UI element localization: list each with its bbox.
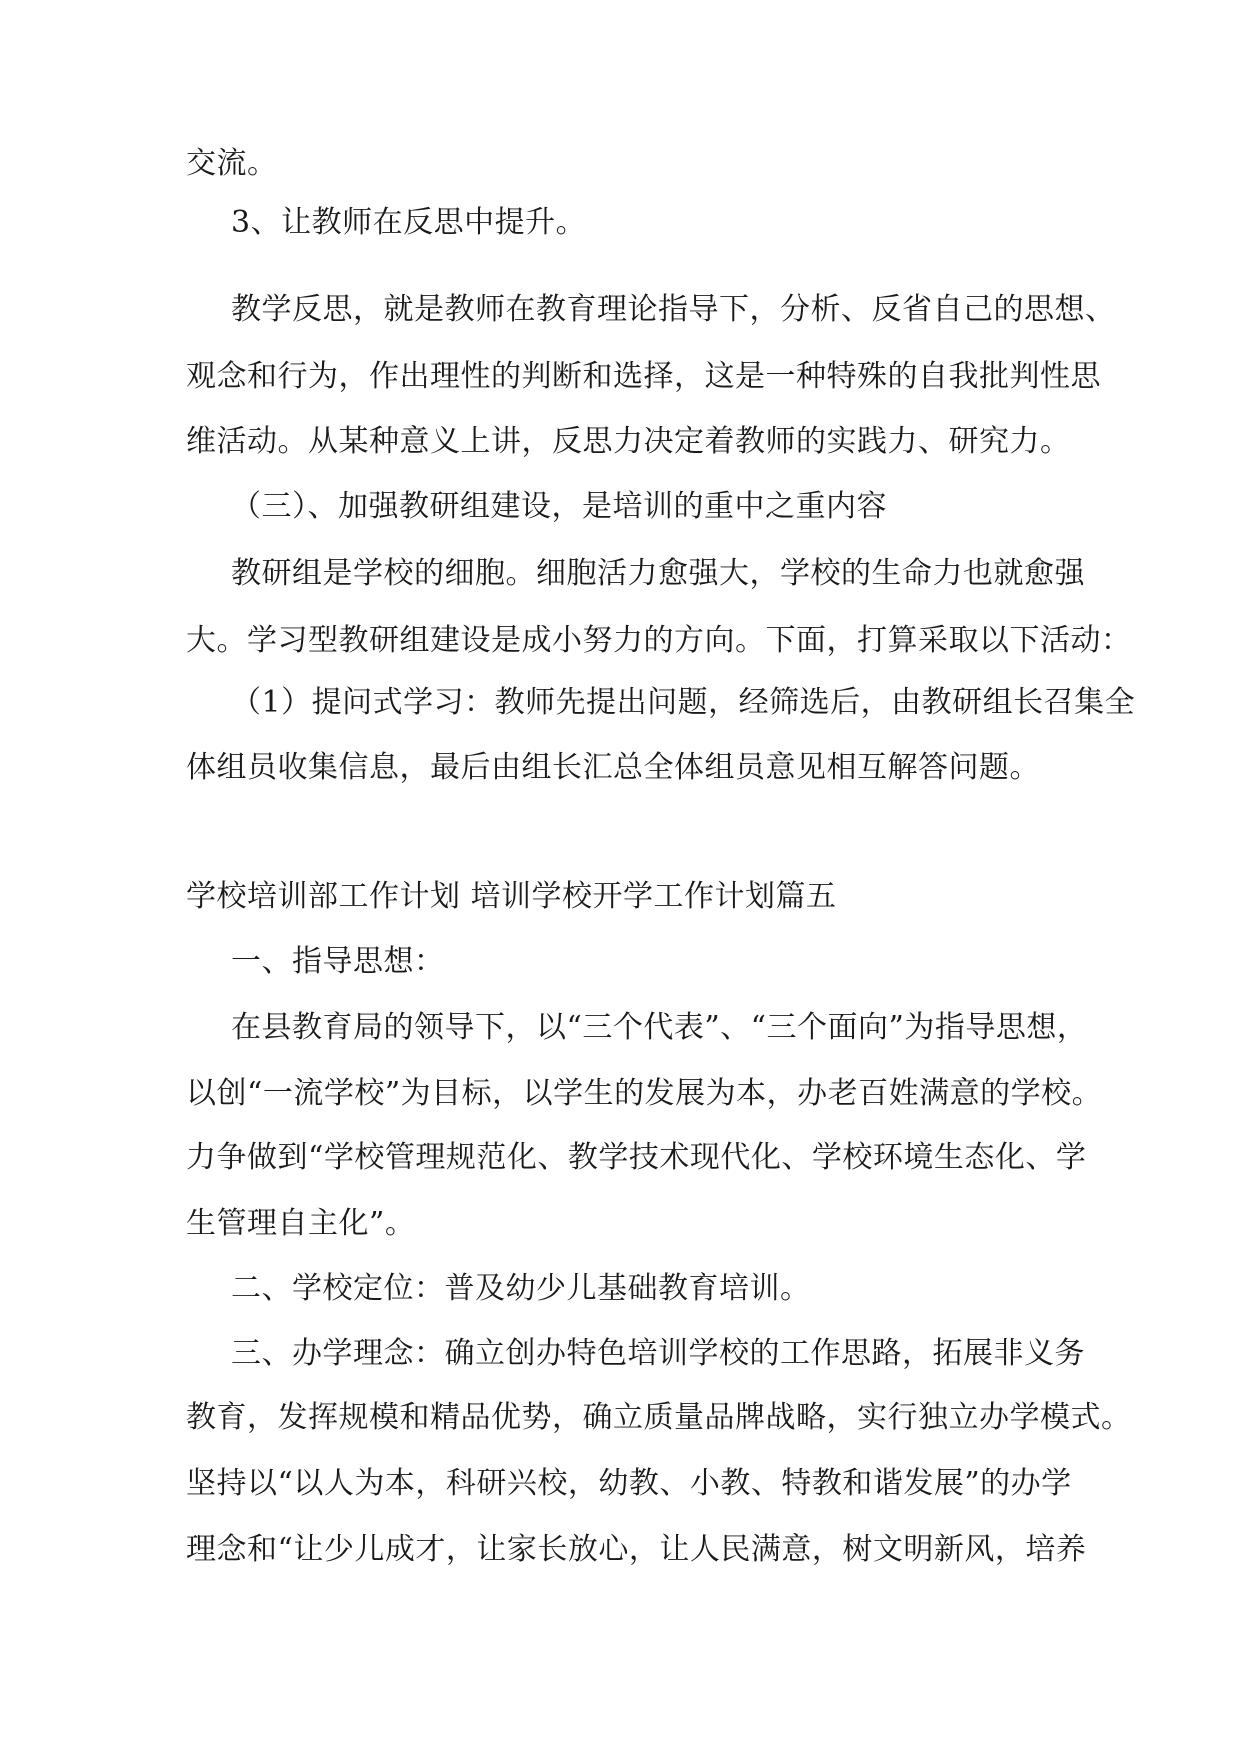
- text-line: （1）提问式学习：教师先提出问题，经筛选后，由教研组长召集全: [231, 685, 1136, 720]
- text-line: 观念和行为，作出理性的判断和选择，这是一种特殊的自我批判性思: [186, 359, 1101, 394]
- article-title: 学校培训部工作计划 培训学校开学工作计划篇五: [186, 879, 837, 914]
- text-line: 力争做到“学校管理规范化、教学技术现代化、学校环境生态化、学: [186, 1140, 1087, 1175]
- text-line: 大。学习型教研组建设是成小努力的方向。下面，打算采取以下活动：: [186, 623, 1132, 658]
- section-heading: （三）、加强教研组建设，是培训的重中之重内容: [231, 489, 887, 524]
- text-line: 教育，发挥规模和精品优势，确立质量品牌战略，实行独立办学模式。: [186, 1400, 1132, 1435]
- text-line: 教研组是学校的细胞。细胞活力愈强大，学校的生命力也就愈强: [231, 556, 1085, 591]
- text-line: 体组员收集信息，最后由组长汇总全体组员意见相互解答问题。: [186, 750, 1040, 785]
- text-line: 交流。: [186, 146, 278, 181]
- section-heading: 二、学校定位：普及幼少儿基础教育培训。: [231, 1271, 811, 1306]
- section-heading: 一、指导思想：: [231, 944, 445, 979]
- text-line: 维活动。从某种意义上讲，反思力决定着教师的实践力、研究力。: [186, 424, 1071, 459]
- text-line: 教学反思，就是教师在教育理论指导下，分析、反省自己的思想、: [231, 292, 1116, 327]
- text-line: 以创“一流学校”为目标，以学生的发展为本，办老百姓满意的学校。: [186, 1076, 1103, 1111]
- text-line: 理念和“让少儿成才，让家长放心，让人民满意，树文明新风，培养: [186, 1532, 1087, 1567]
- text-line: 3、让教师在反思中提升。: [231, 205, 587, 240]
- text-line: 在县教育局的领导下，以“三个代表”、“三个面向”为指导思想，: [231, 1010, 1088, 1045]
- text-line: 生管理自主化”。: [186, 1206, 416, 1241]
- text-line: 三、办学理念：确立创办特色培训学校的工作思路，拓展非义务: [231, 1336, 1085, 1371]
- text-line: 坚持以“以人为本，科研兴校，幼教、小教、特教和谐发展”的办学: [186, 1466, 1072, 1501]
